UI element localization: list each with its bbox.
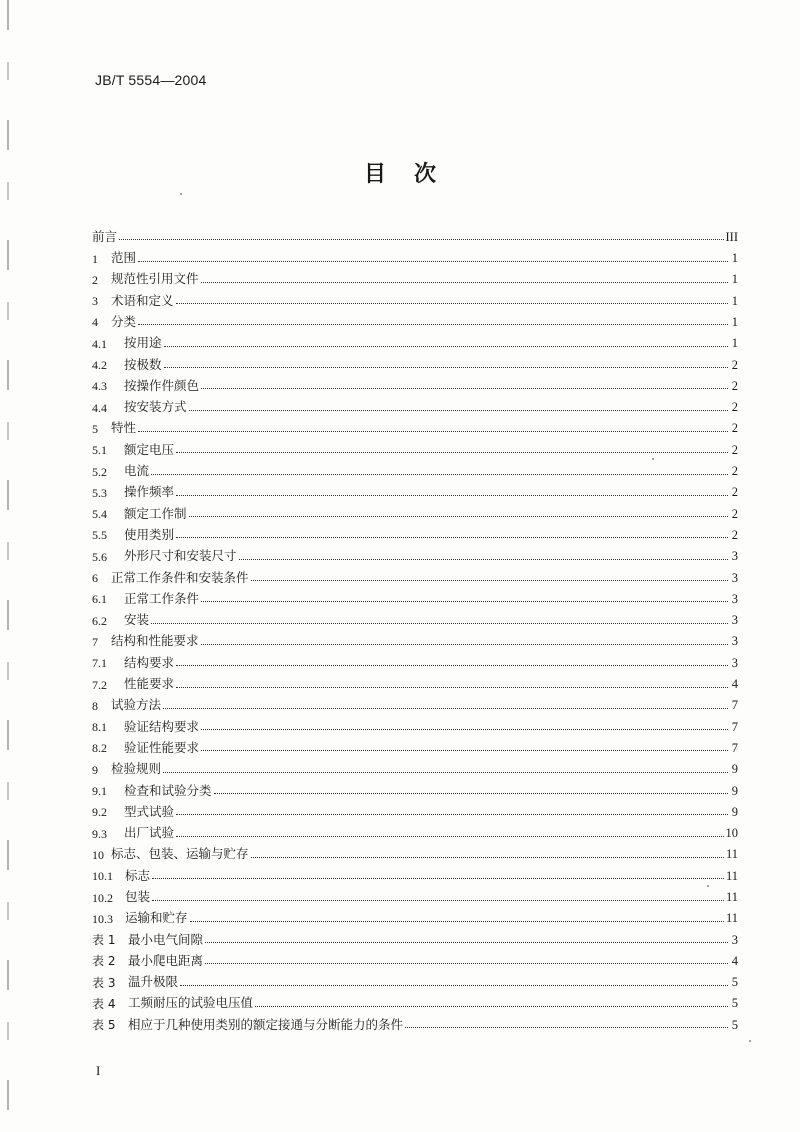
dot-leader	[176, 664, 728, 666]
toc-entry-title: 正常工作条件	[124, 590, 200, 606]
toc-entry-title: 最小爬电距离	[128, 952, 204, 968]
toc-entry-title: 结构要求	[124, 654, 175, 670]
dot-leader	[405, 1026, 728, 1028]
toc-entry-title: 标志	[125, 867, 151, 883]
toc-entry-number: 8	[92, 698, 98, 713]
dot-leader	[239, 558, 728, 560]
toc-entry-page: 3	[731, 613, 738, 628]
toc-entry-page: 10	[725, 826, 738, 841]
toc-entry-page: 3	[731, 932, 738, 947]
toc-entry-number: 10.3	[92, 911, 113, 926]
toc-entry-page: 2	[731, 442, 738, 457]
toc-entry-number: 7	[92, 634, 98, 649]
toc-entry	[92, 818, 738, 839]
dot-leader	[151, 622, 728, 624]
toc-entry-title: 验证结构要求	[124, 718, 200, 734]
toc-entry	[92, 1010, 738, 1031]
toc-entry	[92, 392, 738, 413]
toc-entry-title: 额定工作制	[124, 505, 187, 521]
toc-entry-number: 8.1	[92, 720, 107, 735]
toc-entry-title: 分类	[111, 313, 137, 329]
toc-entry-number: 10.1	[92, 869, 113, 884]
toc-entry	[92, 584, 738, 605]
toc-entry-number: 表 1	[92, 933, 116, 948]
toc-entry-page: 9	[731, 783, 738, 798]
toc-entry-title: 特性	[111, 420, 137, 436]
toc-entry-title: 前言	[92, 228, 118, 244]
dot-leader	[164, 366, 728, 368]
toc-entry-number: 5.3	[92, 485, 107, 500]
dot-leader	[176, 302, 728, 304]
scan-speck	[707, 885, 709, 887]
toc-entry-page: 2	[731, 485, 738, 500]
toc-entry-number: 表 2	[92, 954, 116, 969]
toc-entry-number: 5	[92, 421, 98, 436]
toc-entry-page: 1	[731, 293, 738, 308]
toc-entry	[92, 733, 738, 754]
toc-entry-title: 出厂试验	[124, 825, 175, 841]
toc-entry-page: 11	[725, 868, 738, 883]
toc-entry-number: 1	[92, 251, 98, 266]
toc-entry-page: 4	[731, 953, 738, 968]
toc-entry	[92, 541, 738, 562]
toc-entry	[92, 605, 738, 626]
toc-entry	[92, 414, 738, 435]
toc-entry	[92, 989, 738, 1010]
dot-leader	[176, 835, 723, 837]
toc-entry-title: 按极数	[124, 356, 162, 372]
page-number: I	[96, 1063, 101, 1078]
toc-entry-number: 4.1	[92, 336, 107, 351]
scan-speck	[652, 458, 654, 460]
document-code: JB/T 5554—2004	[95, 72, 207, 88]
toc-entry	[92, 350, 738, 371]
toc-entry-page: 1	[731, 272, 738, 287]
toc-entry-number: 5.5	[92, 528, 107, 543]
toc-entry	[92, 307, 738, 328]
toc-entry-page: 5	[731, 996, 738, 1011]
toc-entry	[92, 946, 738, 967]
toc-entry-page: 3	[731, 549, 738, 564]
dot-leader	[189, 515, 728, 517]
dot-leader	[176, 813, 728, 815]
toc-entry-page: 5	[731, 975, 738, 990]
toc-entry-title: 正常工作条件和安装条件	[111, 569, 249, 585]
toc-entry-number: 7.1	[92, 656, 107, 671]
toc-entry-number: 3	[92, 294, 98, 309]
toc-entry-number: 4.2	[92, 358, 107, 373]
toc-entry-number: 4.4	[92, 400, 107, 415]
toc-entry-page: 4	[731, 677, 738, 692]
dot-leader	[201, 600, 728, 602]
toc-entry-page: 2	[731, 464, 738, 479]
dot-leader	[251, 856, 724, 858]
toc-entry	[92, 754, 738, 775]
toc-entry-page: 3	[731, 591, 738, 606]
toc-entry-page: 3	[731, 634, 738, 649]
title-char-2: 次	[414, 161, 437, 187]
toc-entry-title: 范围	[111, 250, 137, 266]
dot-leader	[176, 494, 728, 496]
table-of-contents	[92, 222, 738, 1031]
toc-entry	[92, 371, 738, 392]
toc-entry	[92, 627, 738, 648]
toc-entry-number: 6.2	[92, 613, 107, 628]
toc-entry	[92, 967, 738, 988]
toc-entry-title: 包装	[125, 889, 151, 904]
toc-entry-title: 性能要求	[124, 676, 175, 692]
toc-entry	[92, 904, 738, 925]
toc-entry-title: 按安装方式	[124, 399, 187, 415]
toc-entry-number: 表 4	[92, 996, 116, 1011]
toc-entry-number: 9.1	[92, 784, 107, 799]
toc-entry	[92, 776, 738, 797]
toc-entry-page: 7	[731, 719, 738, 734]
dot-leader	[190, 920, 724, 922]
toc-entry	[92, 222, 738, 243]
toc-entry-page: 7	[731, 698, 738, 713]
dot-leader	[138, 323, 728, 325]
dot-leader	[176, 686, 728, 688]
dot-leader	[255, 1005, 728, 1007]
toc-entry-number: 5.4	[92, 507, 107, 522]
dot-leader	[119, 238, 723, 240]
dot-leader	[201, 281, 728, 283]
toc-entry-page: 2	[731, 527, 738, 542]
toc-entry-page: 2	[731, 400, 738, 415]
dot-leader	[251, 579, 728, 581]
toc-entry-title: 按用途	[124, 335, 162, 351]
toc-entry-title: 型式试验	[124, 803, 175, 819]
dot-leader	[163, 771, 728, 773]
toc-entry-title: 检查和试验分类	[124, 782, 212, 798]
toc-entry-number: 6.1	[92, 592, 107, 607]
toc-entry-number: 8.2	[92, 741, 107, 756]
toc-entry-title: 试验方法	[111, 697, 162, 713]
toc-entry	[92, 669, 738, 690]
toc-entry-title: 验证性能要求	[124, 739, 200, 755]
toc-entry	[92, 265, 738, 286]
toc-entry-page: 11	[725, 890, 738, 904]
toc-entry-number: 5.1	[92, 443, 107, 458]
toc-entry-page: 1	[731, 336, 738, 351]
toc-entry-title: 额定电压	[124, 441, 175, 457]
dot-leader	[201, 728, 728, 730]
toc-entry	[92, 563, 738, 584]
toc-entry-page: 11	[725, 847, 738, 862]
title-char-1: 目	[363, 161, 386, 187]
scan-speck	[180, 193, 182, 195]
dot-leader	[205, 941, 728, 943]
toc-entry	[92, 478, 738, 499]
toc-entry-number: 9	[92, 762, 98, 777]
toc-entry-page: 2	[731, 357, 738, 372]
dot-leader	[180, 984, 728, 986]
toc-entry	[92, 925, 738, 946]
toc-entry-title: 最小电气间隙	[128, 931, 204, 947]
toc-entry-title: 结构和性能要求	[111, 633, 199, 649]
toc-entry-title: 规范性引用文件	[111, 271, 199, 287]
toc-entry-page: 1	[731, 251, 738, 266]
dot-leader	[201, 387, 728, 389]
toc-entry-title: 运输和贮存	[125, 910, 188, 926]
dot-leader	[164, 345, 728, 347]
toc-entry	[92, 328, 738, 349]
dot-leader	[176, 536, 728, 538]
toc-entry-title: 术语和定义	[111, 292, 174, 308]
toc-entry-page: III	[725, 229, 738, 244]
toc-entry-number: 表 5	[92, 1018, 116, 1033]
toc-entry-page: 2	[731, 421, 738, 436]
toc-entry	[92, 882, 738, 903]
dot-leader	[152, 877, 724, 879]
toc-entry	[92, 499, 738, 520]
toc-entry-title: 外形尺寸和安装尺寸	[124, 548, 237, 564]
toc-entry-page: 2	[731, 506, 738, 521]
toc-entry	[92, 286, 738, 307]
toc-entry-number: 4.3	[92, 379, 107, 394]
toc-entry-page: 9	[731, 762, 738, 777]
toc-entry-page: 9	[731, 804, 738, 819]
toc-entry-number: 9.2	[92, 805, 107, 820]
toc-entry-title: 相应于几种使用类别的额定接通与分断能力的条件	[128, 1016, 404, 1032]
toc-entry-page: 3	[731, 655, 738, 670]
toc-entry-number: 5.2	[92, 464, 107, 479]
toc-entry	[92, 691, 738, 712]
toc-entry	[92, 712, 738, 733]
dot-leader	[214, 792, 728, 794]
toc-entry-title: 标志、包装、运输与贮存	[111, 846, 249, 862]
toc-entry-page: 2	[731, 378, 738, 393]
toc-entry	[92, 435, 738, 456]
toc-entry-number: 2	[92, 272, 98, 287]
toc-entry-number: 10.2	[92, 890, 113, 905]
toc-entry-number: 表 3	[92, 975, 116, 990]
toc-entry-page: 7	[731, 740, 738, 755]
toc-entry-page: 5	[731, 1017, 738, 1032]
toc-entry-title: 检验规则	[111, 761, 162, 777]
dot-leader	[205, 962, 728, 964]
toc-entry-title: 工频耐压的试验电压值	[128, 995, 254, 1011]
toc-entry-number: 5.6	[92, 549, 107, 564]
toc-entry-number: 6	[92, 571, 98, 586]
toc-entry	[92, 648, 738, 669]
toc-entry-page: 11	[725, 911, 738, 926]
page-title	[0, 157, 800, 188]
toc-entry-title: 按操作件颜色	[124, 377, 200, 393]
dot-leader	[201, 643, 728, 645]
toc-entry-number: 4	[92, 315, 98, 330]
dot-leader	[152, 899, 724, 901]
toc-entry	[92, 840, 738, 861]
scan-speck	[749, 1040, 751, 1042]
toc-entry	[92, 243, 738, 264]
dot-leader	[163, 707, 728, 709]
toc-entry	[92, 861, 738, 882]
toc-entry-page: 1	[731, 314, 738, 329]
toc-entry	[92, 520, 738, 541]
dot-leader	[189, 409, 728, 411]
dot-leader	[201, 749, 728, 751]
toc-entry-number: 10	[92, 847, 104, 862]
toc-entry-title: 操作频率	[124, 484, 175, 500]
toc-entry-title: 使用类别	[124, 526, 175, 542]
dot-leader	[138, 430, 728, 432]
toc-entry	[92, 456, 738, 477]
toc-entry-page: 3	[731, 570, 738, 585]
dot-leader	[176, 451, 728, 453]
toc-entry-title: 电流	[124, 463, 150, 479]
dot-leader	[151, 473, 728, 475]
toc-entry-number: 9.3	[92, 826, 107, 841]
dot-leader	[138, 260, 728, 262]
toc-entry	[92, 797, 738, 818]
toc-entry-title: 安装	[124, 612, 150, 628]
toc-entry-title: 温升极限	[128, 974, 179, 990]
toc-entry-number: 7.2	[92, 677, 107, 692]
